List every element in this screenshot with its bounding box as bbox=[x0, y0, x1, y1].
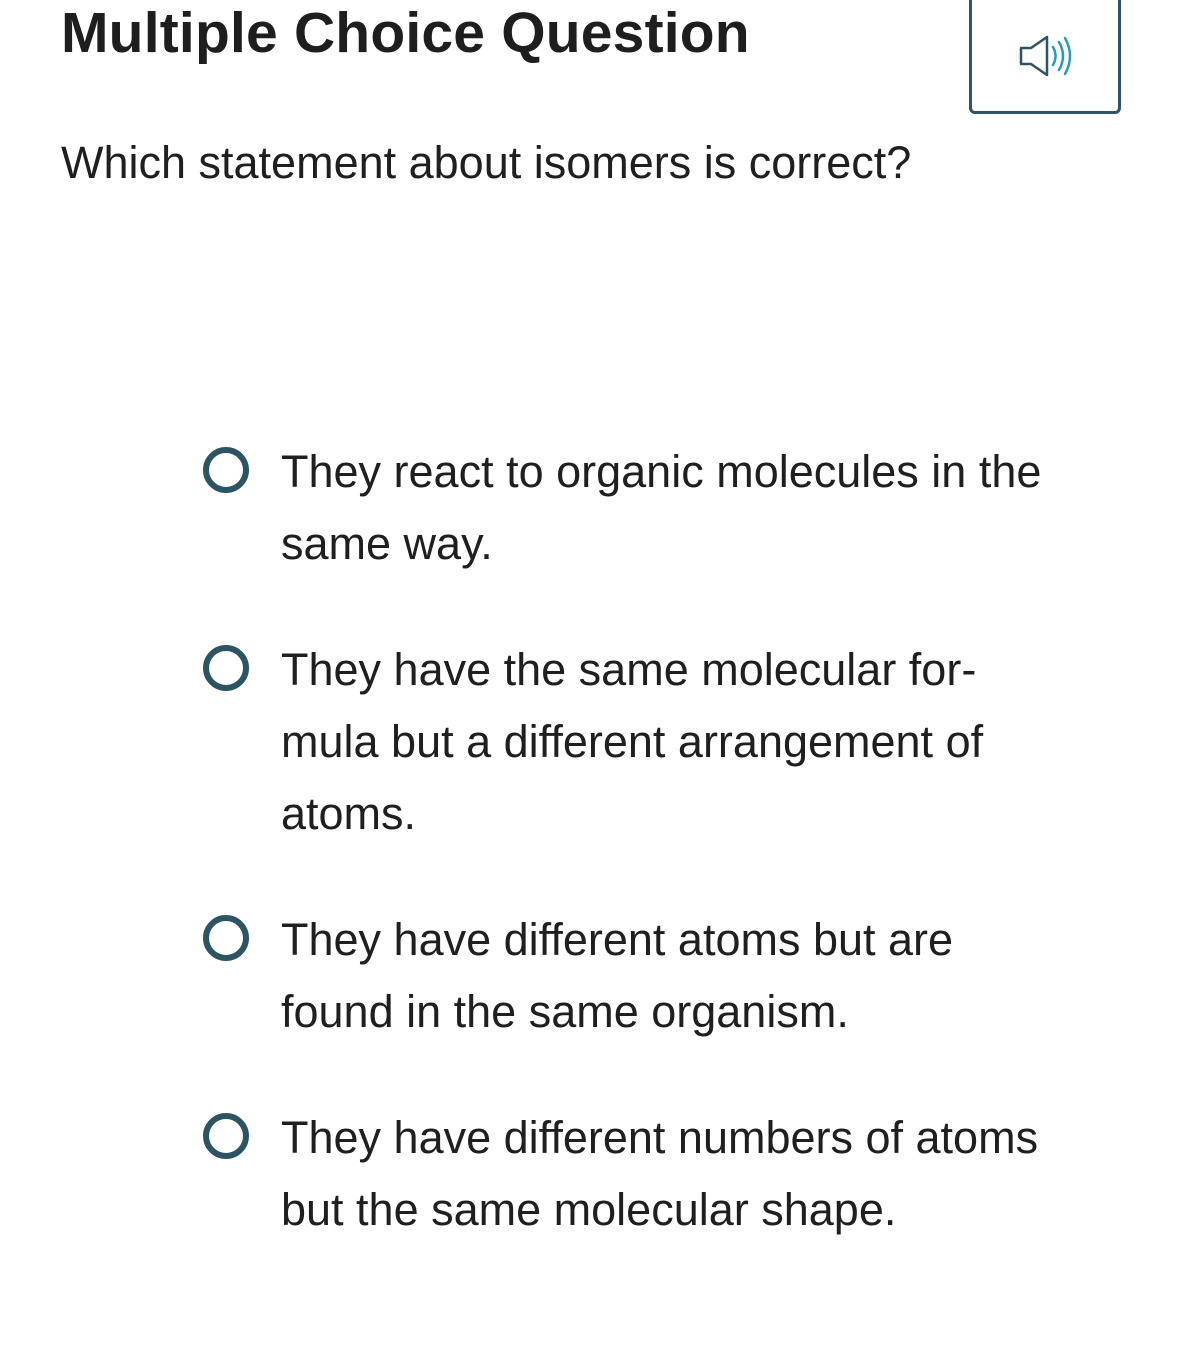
answer-option-label[interactable]: They have the same molecular for-mula but a different arrangement of atoms. bbox=[281, 644, 984, 839]
answer-option-label[interactable]: They have different atoms but are found in the same organism. bbox=[281, 914, 954, 1037]
page-title: Multiple Choice Question bbox=[61, 1, 750, 65]
speaker-icon bbox=[1017, 34, 1073, 78]
answer-option-3[interactable] bbox=[200, 904, 1100, 1048]
answer-option-4[interactable] bbox=[200, 1102, 1100, 1246]
answer-option-2[interactable] bbox=[200, 634, 1100, 850]
answer-option-1[interactable] bbox=[200, 436, 1100, 580]
answer-option-label[interactable]: They react to organic molecules in the same way. bbox=[281, 446, 1042, 569]
radio-button-icon[interactable] bbox=[203, 915, 249, 961]
radio-button-icon[interactable] bbox=[203, 447, 249, 493]
radio-button-icon[interactable] bbox=[203, 1113, 249, 1159]
question-text: Which statement about isomers is correct? bbox=[61, 137, 912, 188]
radio-button-icon[interactable] bbox=[203, 645, 249, 691]
read-aloud-button[interactable] bbox=[969, 0, 1121, 114]
answer-option-label[interactable]: They have different numbers of atoms but the same molecular shape. bbox=[281, 1112, 1039, 1235]
answer-options bbox=[200, 436, 1100, 1300]
